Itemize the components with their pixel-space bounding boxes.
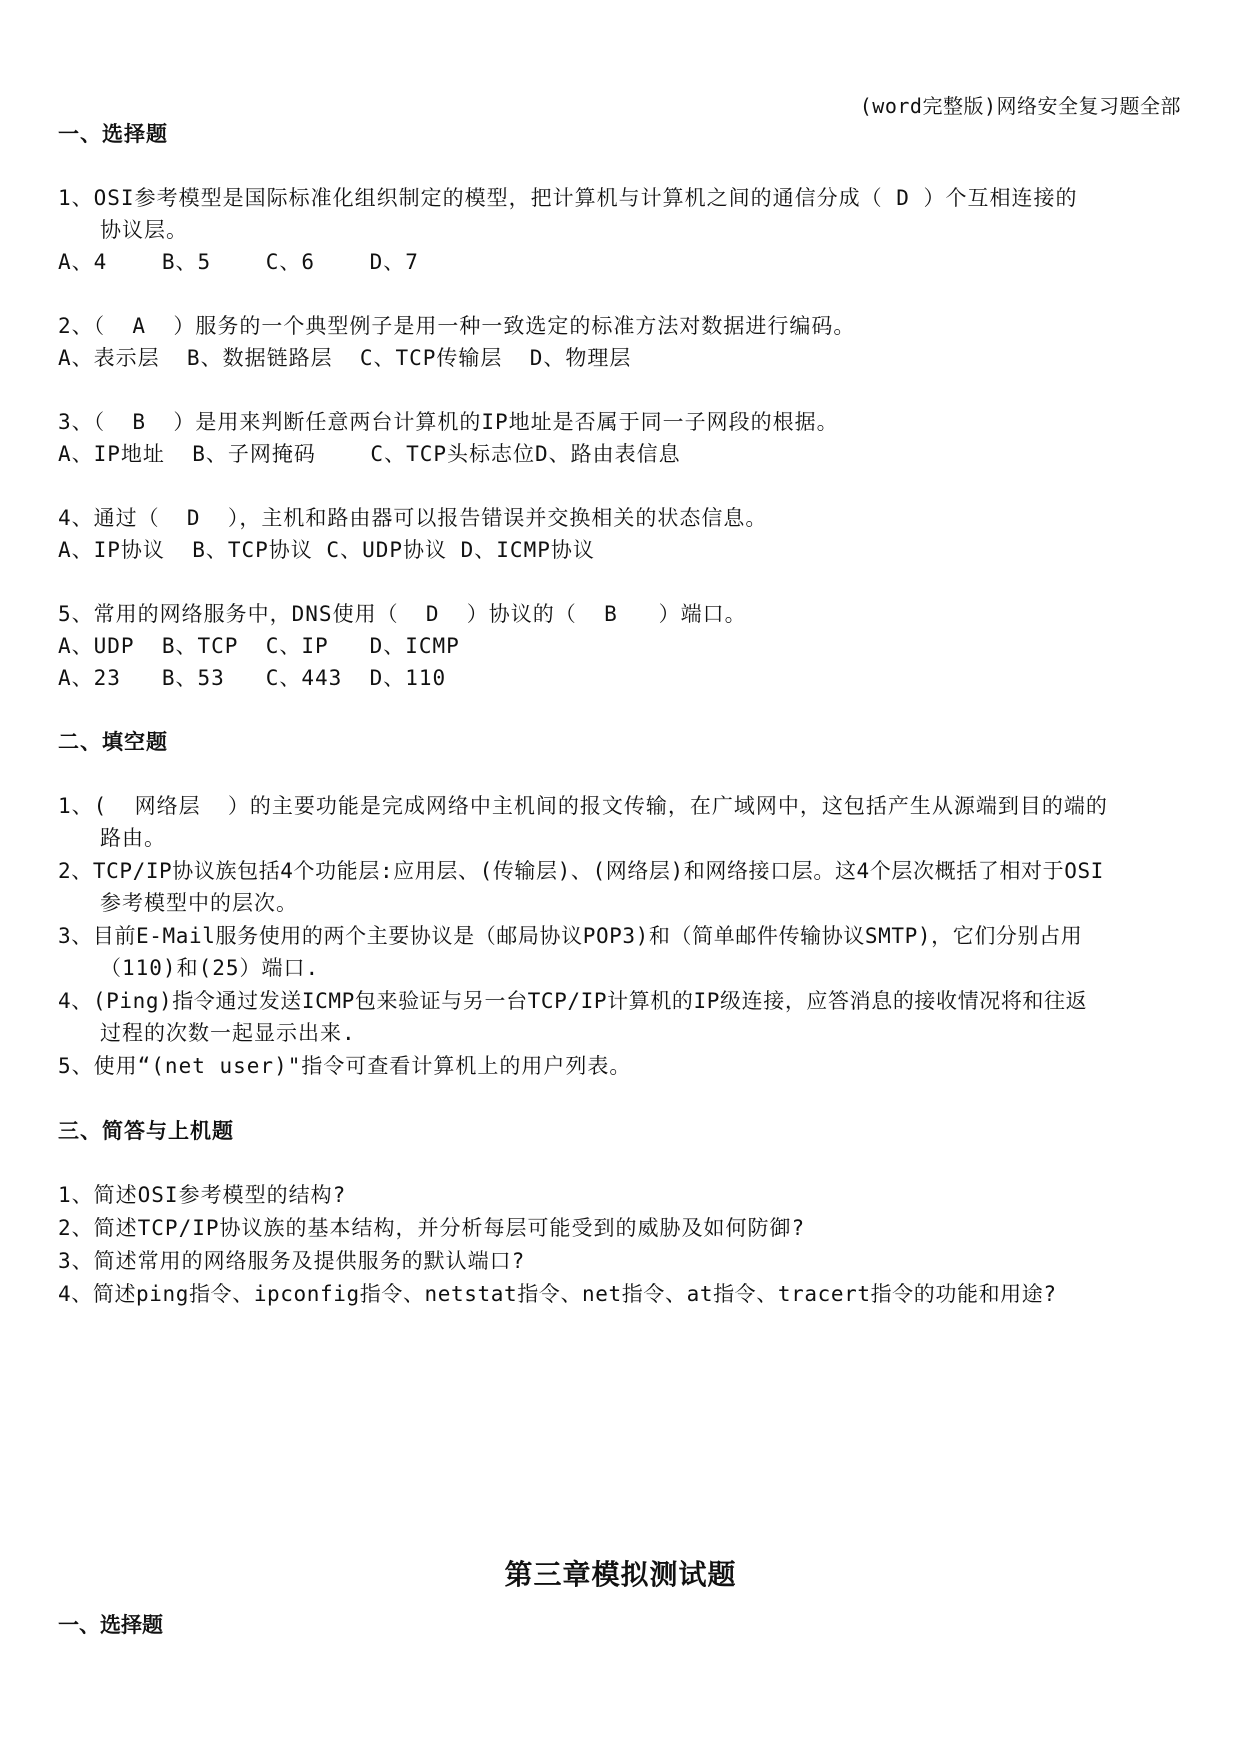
- fill-text-continued: 过程的次数一起显示出来.: [100, 1021, 356, 1045]
- spacer: [58, 1083, 1193, 1115]
- question-options: A、23 B、53 C、443 D、110: [58, 666, 447, 690]
- fill-item-2: [58, 855, 1193, 919]
- question-options: A、UDP B、TCP C、IP D、ICMP: [58, 634, 460, 658]
- question-text: 5、常用的网络服务中，DNS使用（ D ）协议的（ B ）端口。: [58, 602, 747, 626]
- fill-item-4: [58, 985, 1193, 1049]
- fill-item-3: [58, 920, 1193, 984]
- short-answer-item-1: 1、简述OSI参考模型的结构?: [58, 1183, 347, 1207]
- document-content: [58, 118, 1193, 1311]
- question-options: A、4 B、5 C、6 D、7: [58, 250, 419, 274]
- section-title-choice: 一、选择题: [58, 122, 168, 146]
- short-answer-item-2: 2、简述TCP/IP协议族的基本结构，并分析每层可能受到的威胁及如何防御?: [58, 1216, 806, 1240]
- question-text-continued: 协议层。: [100, 218, 188, 242]
- section-title-short-answer: 三、简答与上机题: [58, 1119, 234, 1143]
- question-2: [58, 310, 1193, 374]
- fill-text-continued: （110)和(25）端口.: [100, 956, 320, 980]
- fill-text: 5、使用“(net user)"指令可查看计算机上的用户列表。: [58, 1054, 632, 1078]
- fill-text: 3、目前E-Mail服务使用的两个主要协议是（邮局协议POP3)和（简单邮件传输协议SMTP)，它们分别占用: [58, 924, 1083, 948]
- question-text: 3、（ B ）是用来判断任意两台计算机的IP地址是否属于同一子网段的根据。: [58, 410, 839, 434]
- section-title-fill-blank: 二、填空题: [58, 730, 168, 754]
- fill-text: 2、TCP/IP协议族包括4个功能层:应用层、(传输层)、(网络层)和网络接口层。这4个层次概括了相对于OSI: [58, 859, 1104, 883]
- fill-text: 4、(Ping)指令通过发送ICMP包来验证与另一台TCP/IP计算机的IP级连接，应答消息的接收情况将和往返: [58, 989, 1088, 1013]
- question-text: 4、通过（ D ），主机和路由器可以报告错误并交换相关的状态信息。: [58, 506, 768, 530]
- question-options: A、IP地址 B、子网掩码 C、TCP头标志位D、路由表信息: [58, 442, 681, 466]
- question-3: [58, 406, 1193, 470]
- question-options: A、IP协议 B、TCP协议 C、UDP协议 D、ICMP协议: [58, 538, 595, 562]
- question-4: [58, 502, 1193, 566]
- fill-text-continued: 路由。: [100, 826, 166, 850]
- question-text: 2、（ A ）服务的一个典型例子是用一种一致选定的标准方法对数据进行编码。: [58, 314, 856, 338]
- question-text: 1、OSI参考模型是国际标准化组织制定的模型，把计算机与计算机之间的通信分成（ D ）个互相连接的: [58, 186, 1078, 210]
- fill-item-1: [58, 790, 1193, 854]
- question-options: A、表示层 B、数据链路层 C、TCP传输层 D、物理层: [58, 346, 632, 370]
- question-1: [58, 182, 1193, 278]
- chapter-section-title: 一、选择题: [58, 1613, 163, 1637]
- question-5: [58, 598, 1193, 694]
- chapter-title: 第三章模拟测试题: [504, 1558, 737, 1591]
- short-answer-item-3: 3、简述常用的网络服务及提供服务的默认端口?: [58, 1249, 526, 1273]
- fill-text: 1、( 网络层 ）的主要功能是完成网络中主机间的报文传输，在广域网中，这包括产生从源端到目的端的: [58, 794, 1108, 818]
- fill-item-5: [58, 1050, 1193, 1082]
- header-note: (word完整版)网络安全复习题全部: [859, 94, 1181, 118]
- fill-text-continued: 参考模型中的层次。: [100, 891, 298, 915]
- short-answer-item-4: 4、简述ping指令、ipconfig指令、netstat指令、net指令、at指令、tracert指令的功能和用途?: [58, 1282, 1057, 1306]
